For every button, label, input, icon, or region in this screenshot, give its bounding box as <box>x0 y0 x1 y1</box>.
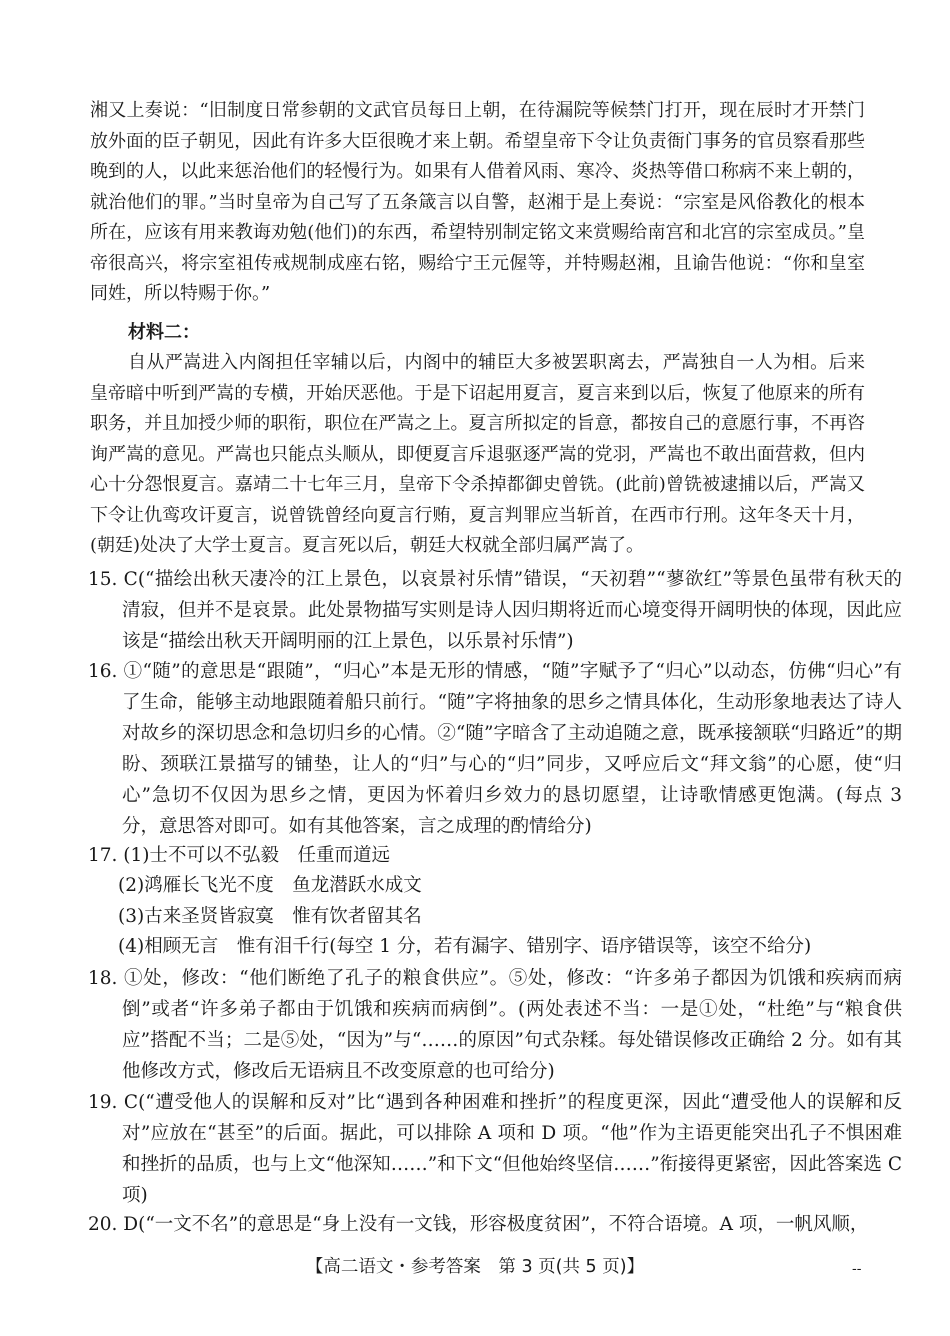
corner-mark: -- <box>852 1261 862 1277</box>
answer-15: 15. C(“描绘出秋天凄冷的江上景色，以哀景衬乐情”错误，“天初碧”“蓼欲红”等景色虽带有秋天的清寂，但并不是哀景。此处景物描写实则是诗人因归期将近而心境变得开阔明快的体现，因此应该是“描绘出秋天开阔明丽的江上景色，以乐景衬乐情”) <box>88 569 902 652</box>
material-two-heading: 材料二： <box>128 322 200 343</box>
answer-17-line-2: (2)鸿雁长飞光不度 鱼龙潜跃水成文 <box>118 875 422 896</box>
answer-17-line-3: (3)古来圣贤皆寂寞 惟有饮者留其名 <box>118 906 422 927</box>
answer-20: 20. D(“一文不名”的意思是“身上没有一文钱，形容极度贫困”，不符合语境。A 项，一帆风顺， <box>88 1214 869 1235</box>
answer-17-line-4: (4)相顾无言 惟有泪千行(每空 1 分，若有漏字、错别字、语序错误等，该空不给分) <box>118 936 812 957</box>
material-two-body: 自从严嵩进入内阁担任宰辅以后，内阁中的辅臣大多被罢职离去，严嵩独自一人为相。后来皇帝暗中听到严嵩的专横，开始厌恶他。于是下诏起用夏言，夏言来到以后，恢复了他原来的所有职务，并且加授少师的职衔，职位在严嵩之上。夏言所拟定的旨意，都按自己的意愿行事，不再咨询严嵩的意见。严嵩也只能点头顺从，即便夏言斥退驱逐严嵩的党羽，严嵩也不敢出面营救，但内心十分怨恨夏言。嘉靖二十七年三月，皇帝下令杀掉都御史曾铣。(此前)曾铣被逮捕以后，严嵩又下令让仇鸾攻讦夏言，说曾铣曾经向夏言行贿，夏言判罪应当斩首，在西市行刑。这年冬天十月，(朝廷)处决了大学士夏言。夏言死以后，朝廷大权就全部归属严嵩了。 <box>90 352 865 556</box>
answer-17-line-1: 17. (1)士不可以不弘毅 任重而道远 <box>88 845 391 866</box>
page-footer: 【高二语文・参考答案 第 3 页(共 5 页)】 <box>305 1257 645 1277</box>
material-one-tail: 湘又上奏说：“旧制度日常参朝的文武官员每日上朝，在待漏院等候禁门打开，现在辰时才开禁门放外面的臣子朝见，因此有许多大臣很晚才来上朝。希望皇帝下令让负责衙门事务的官员察看那些晚到的人，以此来惩治他们的轻慢行为。如果有人借着风雨、寒冷、炎热等借口称病不来上朝的，就治他们的罪。”当时皇帝为自己写了五条箴言以自警，赵湘于是上奏说：“宗室是风俗教化的根本所在，应该有用来教诲劝勉(他们)的东西，希望特别制定铭文来赏赐给南宫和北宫的宗室成员。”皇帝很高兴，将宗室祖传戒规制成座右铭，赐给宁王元偓等，并特赐赵湘，且谕告他说：“你和皇室同姓，所以特赐于你。” <box>90 100 865 304</box>
answer-16: 16. ①“随”的意思是“跟随”，“归心”本是无形的情感，“随”字赋予了“归心”以动态，仿佛“归心”有了生命，能够主动地跟随着船只前行。“随”字将抽象的思乡之情具体化，生动形象地表达了诗人对故乡的深切思念和急切归乡的心情。②“随”字暗含了主动追随之意，既承接颔联“归路近”的期盼、颈联江景描写的铺垫，让人的“归”与心的“归”同步，又呼应后文“拜文翁”的心愿，使“归心”急切不仅因为思乡之情，更因为怀着归乡效力的恳切愿望，让诗歌情感更饱满。(每点 3 分，意思答对即可。如有其他答案，言之成理的酌情给分) <box>88 661 902 837</box>
answer-19: 19. C(“遭受他人的误解和反对”比“遇到各种困难和挫折”的程度更深，因此“遭受他人的误解和反对”应放在“甚至”的后面。据此，可以排除 A 项和 D 项。“他”作为主语更能突出孔子不惧困难和挫折的品质，也与上文“他深知……”和下文“但他始终坚信……”衔接得更紧密，因此答案选 C 项) <box>88 1092 902 1206</box>
answer-18: 18. ①处，修改：“他们断绝了孔子的粮食供应”。⑤处，修改：“许多弟子都因为饥饿和疾病而病倒”或者“许多弟子都由于饥饿和疾病而病倒”。(两处表述不当：一是①处，“杜绝”与“粮食供应”搭配不当；二是⑤处，“因为”与“……的原因”句式杂糅。每处错误修改正确给 2 分。如有其他修改方式，修改后无语病且不改变原意的也可给分) <box>88 968 902 1082</box>
